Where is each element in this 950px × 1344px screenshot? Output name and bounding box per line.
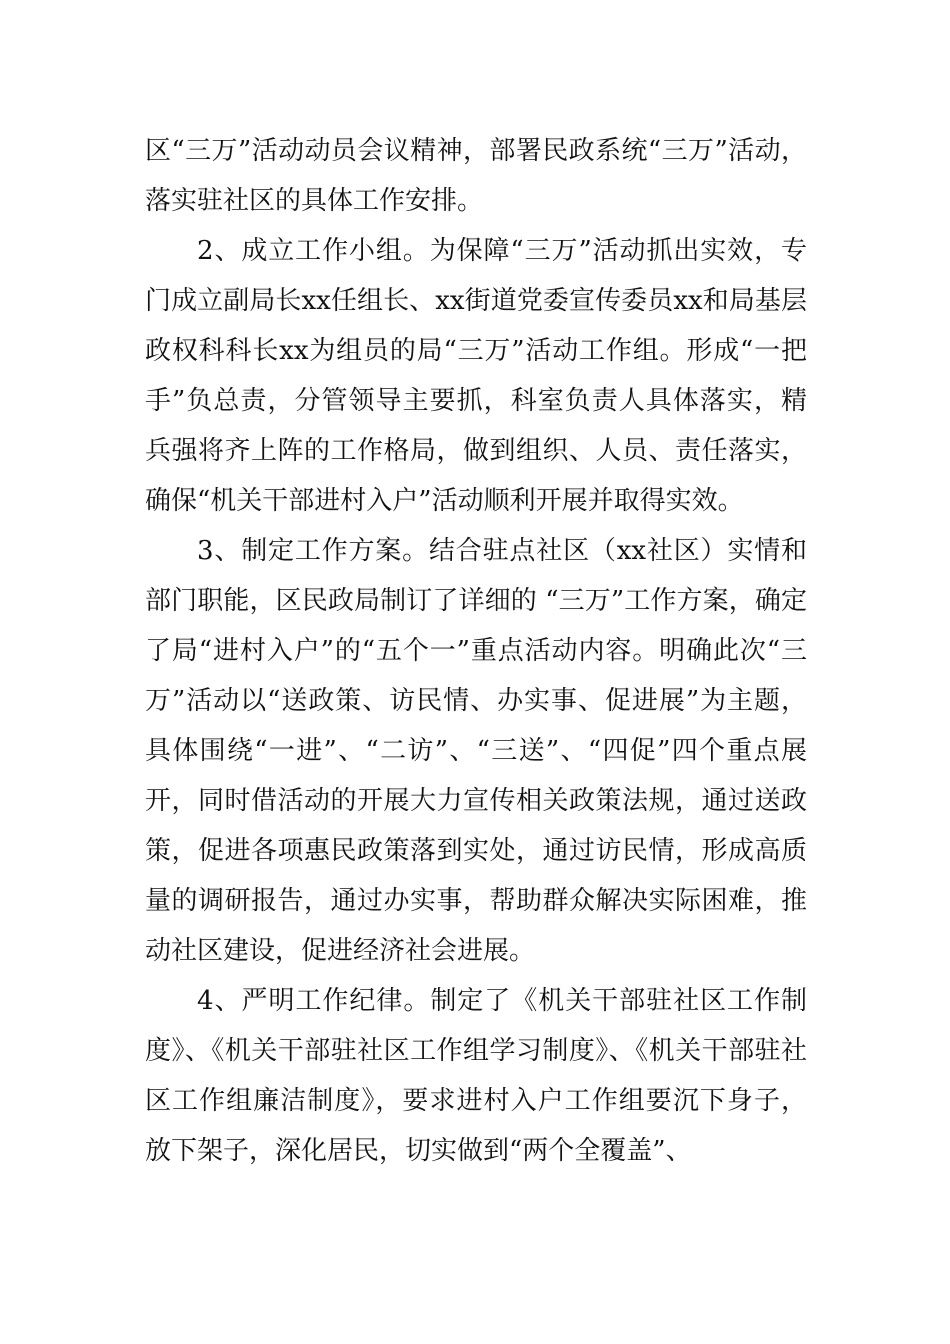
paragraph-work-plan: 3、制定工作方案。结合驻点社区（xx社区）实情和部门职能，区民政局制订了详细的 “三万”工作方案，确定了局“进村入户”的“五个一”重点活动内容。明确此次“三万”活动以“送政策、访民情、办实事、促进展”为主题，具体围绕“一进”、“二访”、“三送”、“四促”四个重点展开，同时借活动的开展大力宣传相关政策法规，通过送政策，促进各项惠民政策落到实处，通过访民情，形成高质量的调研报告，通过办实事，帮助群众解决实际困难，推动社区建设，促进经济社会进展。 — [145, 536, 807, 966]
document-body — [145, 126, 807, 1176]
paragraph-work-discipline: 4、严明工作纪律。制定了《机关干部驻社区工作制度》、《机关干部驻社区工作组学习制度》、《机关干部驻社区工作组廉洁制度》，要求进村入户工作组要沉下身子，放下架子，深化居民，切实做到“两个全覆盖”、 — [145, 986, 807, 1166]
paragraph-work-group: 2、成立工作小组。为保障“三万”活动抓出实效，专门成立副局长xx任组长、xx街道党委宣传委员xx和局基层政权科科长xx为组员的局“三万”活动工作组。形成“一把手”负总责，分管领导主要抓，科室负责人具体落实，精兵强将齐上阵的工作格局，做到组织、人员、责任落实，确保“机关干部进村入户”活动顺利开展并取得实效。 — [145, 236, 807, 516]
paragraph-meeting-spirit: 区“三万”活动动员会议精神，部署民政系统“三万”活动，落实驻社区的具体工作安排。 — [145, 136, 807, 216]
